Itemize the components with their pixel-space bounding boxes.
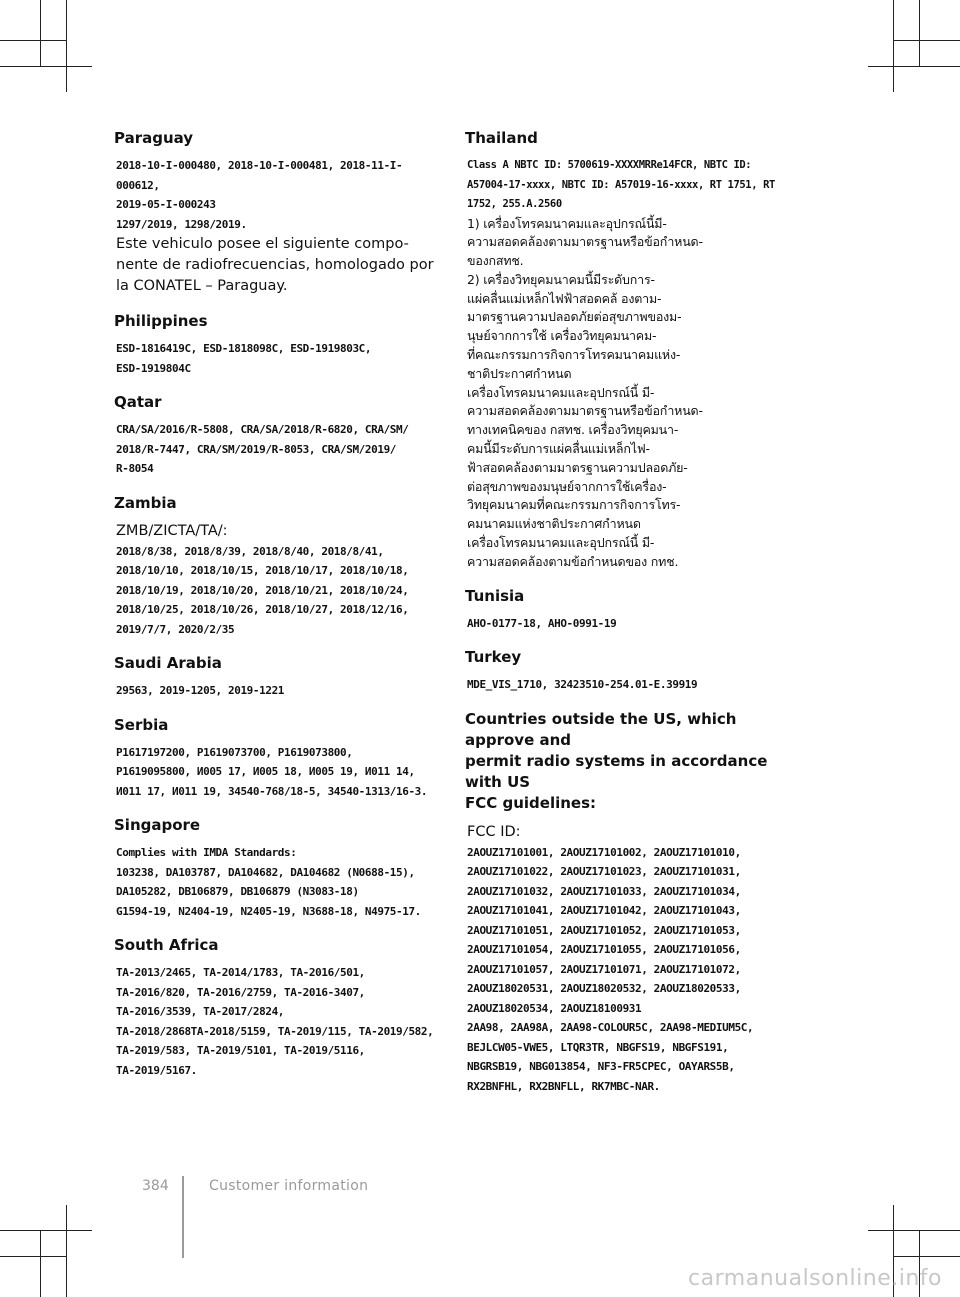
footer-label: Customer information	[209, 1178, 369, 1194]
section-tunisia	[467, 586, 797, 634]
approval-codes: 29563, 2019-1205, 2019-1221	[116, 684, 285, 697]
section-text: FCC ID:	[467, 823, 521, 840]
approval-codes: 2018-10-I-000480, 2018-10-I-000481, 2018-11-I-000612, 2019-05-I-000243 1297/2019, 1298/2019.	[116, 159, 403, 231]
crop-mark	[66, 1205, 67, 1297]
approval-codes: ESD-1816419C, ESD-1818098C, ESD-1919803C, ESD-1919804C	[116, 342, 372, 375]
section-heading: Qatar	[114, 393, 162, 411]
section-paraguay	[116, 128, 436, 297]
section-zambia	[116, 493, 436, 640]
section-text: Este vehiculo posee el siguiente compo- nente de radiofrecuencias, homologado por la CONATEL – Paraguay.	[116, 236, 434, 294]
approval-codes: 2018/8/38, 2018/8/39, 2018/8/40, 2018/8/41, 2018/10/10, 2018/10/15, 2018/10/17, 2018/10/18, 2018/10/19, 2018/10/20, 2018/10/21, 2018/10/24, 2018/10/25, 2018/10/26, 2018/10/27, 2018/12/16, 2019/7/7, 2020/2/35	[116, 544, 409, 636]
section-serbia	[116, 715, 436, 802]
section-heading: Paraguay	[114, 129, 194, 147]
section-heading: Turkey	[465, 648, 522, 667]
crop-mark	[0, 1230, 92, 1231]
crop-mark	[919, 0, 920, 66]
crop-mark	[0, 1256, 66, 1257]
crop-mark	[0, 66, 92, 67]
right-column	[467, 128, 797, 1110]
section-singapore	[116, 815, 436, 921]
section-qatar	[116, 392, 436, 479]
section-heading: Thailand	[465, 129, 538, 147]
approval-codes: 2AOUZ17101001, 2AOUZ17101002, 2AOUZ17101010, 2AOUZ17101022, 2AOUZ17101023, 2AOUZ17101031, 2AOUZ17101032, 2AOUZ17101033, 2AOUZ17101034, 2AOUZ17101041, 2AOUZ17101042, 2AOUZ17101043, 2AOUZ17101051, 2AOUZ17101052, 2AOUZ17101053, 2AOUZ17101054, 2AOUZ17101055, 2AOUZ17101056, 2AOUZ17101057, 2AOUZ17101071, 2AOUZ17101072, 2AOUZ18020531, 2AOUZ18020532, 2AOUZ18020533, 2AOUZ18020534, 2AOUZ18100931 2AA98, 2AA98A, 2AA98-COLOUR5C, 2AA98-MEDIUM5C, BEJLCW05-VWE5, LTQR3TR, NBGFS19, NBGFS191, NBGRSB19, NBG013854, NF3-FR5CPEC, OAYARS5B, RX2BNFHL, RX2BNFLL, RK7MBC-NAR.	[467, 845, 754, 1093]
section-thailand	[467, 128, 797, 572]
thai-statement: 1) เครื่องโทรคมนาคมและอุปกรณ์นี้มี- ความสอดคล้องตามมาตรฐานหรือข้อกำหนด- ของกสทช. 2) เครื่องวิทยุคมนาคมนี้มีระดับการ- แผ่คลื่นแม่เหล็กไฟฟ้าสอดคล้ องตาม- มาตรฐานความปลอดภัยต่อสุขภาพของม- นุษย์จากการใช้ เครื่องวิทยุคมนาคม- ที่คณะกรรมการกิจการโทรคมนาคมแห่ง- ชาติประกาศกำหนด เครื่องโทรคมนาคมและอุปกรณ์นี้ มี- ความสอดคล้องตามมาตรฐานหรือข้อกำหนด- ทางเทคนิคของ กสทช. เครื่องวิทยุคมนา- คมนี้มีระดับการแผ่คลื่นแม่เหล็กไฟ- ฟ้าสอดคล้องตามมาตรฐานความปลอดภัย- ต่อสุขภาพของมนุษย์จากการใช้เครื่อง- วิทยุคมนาคมที่คณะกรรมการกิจการโทร- คมนาคมแห่งชาติประกาศกำหนด เครื่องโทรคมนาคมและอุปกรณ์นี้ มี- ความสอดคล้องตามข้อกำหนดของ กทช.	[467, 215, 703, 569]
crop-mark	[40, 0, 41, 66]
section-philippines	[116, 311, 436, 378]
approval-codes: AHO-0177-18, AHO-0991-19	[467, 616, 617, 630]
page-number: 384	[142, 1178, 169, 1194]
approval-codes: TA-2013/2465, TA-2014/1783, TA-2016/501, TA-2016/820, TA-2016/2759, TA-2016-3407, TA-2016/3539, TA-2017/2824, TA-2018/2868TA-2018/5159, TA-2019/115, TA-2019/582, TA-2019/583, TA-2019/5101, TA-2019/5116, TA-2019/5167.	[116, 966, 434, 1077]
crop-mark	[894, 1256, 960, 1257]
crop-mark	[0, 40, 66, 41]
section-heading: South Africa	[114, 936, 219, 954]
crop-mark	[868, 1230, 960, 1231]
approval-codes: P1617197200, P1619073700, P1619073800, P1619095800, И005 17, И005 18, И005 19, И011 14, И011 17, И011 19, 34540-768/18-5, 34540-1313/16-3.	[116, 745, 428, 798]
crop-mark	[868, 66, 960, 67]
approval-codes: CRA/SA/2016/R-5808, CRA/SA/2018/R-6820, CRA/SM/ 2018/R-7447, CRA/SM/2019/R-8053, CRA/SM/2019/ R-8054	[116, 423, 409, 475]
section-heading: Saudi Arabia	[114, 654, 222, 672]
crop-mark	[40, 1231, 41, 1297]
section-heading: Philippines	[114, 312, 208, 330]
section-text: ZMB/ZICTA/TA/:	[116, 522, 228, 539]
section-turkey	[467, 647, 797, 695]
watermark: carmanualsonline.info	[688, 1266, 942, 1291]
section-saudi-arabia	[116, 653, 436, 701]
crop-mark	[893, 0, 894, 92]
left-column	[116, 128, 436, 1094]
section-heading: Singapore	[114, 816, 201, 834]
section-fcc	[467, 709, 797, 1097]
crop-mark	[66, 0, 67, 92]
section-heading: Countries outside the US, which approve and permit radio systems in accordance with US FCC guidelines:	[465, 709, 768, 812]
section-south-africa	[116, 935, 436, 1080]
approval-codes: Complies with IMDA Standards: 103238, DA103787, DA104682, DA104682 (N0688-15), DA105282, DB106879, DB106879 (N3083-18) G1594-19, N2404-19, N2405-19, N3688-18, N4975-17.	[116, 846, 421, 918]
section-heading: Serbia	[114, 715, 169, 734]
approval-codes: Class A NBTC ID: 5700619-XXXXMRRe14FCR, NBTC ID: A57004-17-xxxx, NBTC ID: A57019-16-xxxx, RT 1751, RT 1752, 255.A.2560	[467, 159, 775, 210]
section-heading: Zambia	[114, 493, 177, 512]
section-heading: Tunisia	[465, 586, 525, 605]
footer-divider	[182, 1176, 184, 1258]
crop-mark	[894, 40, 960, 41]
approval-codes: MDE_VIS_1710, 32423510-254.01-E.39919	[467, 678, 698, 692]
